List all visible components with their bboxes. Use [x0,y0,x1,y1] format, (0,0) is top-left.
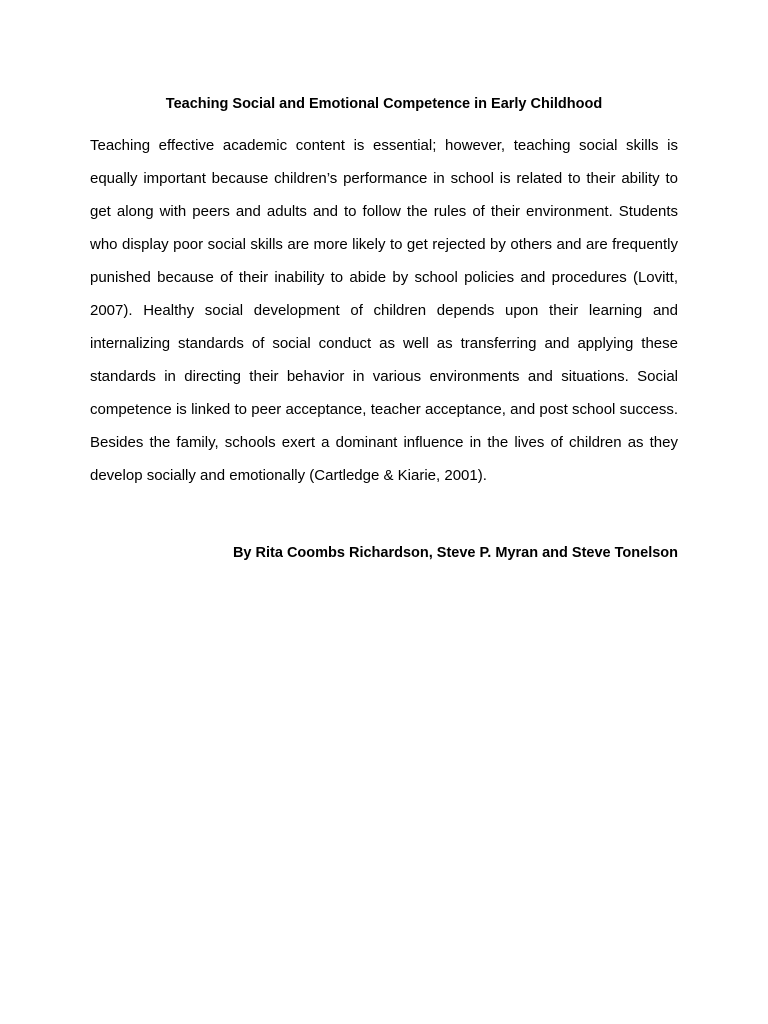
document-title: Teaching Social and Emotional Competence in Early Childhood [165,96,603,112]
author-byline: By Rita Coombs Richardson, Steve P. Myran and Steve Tonelson [232,545,678,561]
body-paragraph: Teaching effective academic content is essential; however, teaching social skills is equally important because children’s performance in school is related to their ability to get along with peers and adults and to follow the rules of their environment. Students who display poor social skills are more likely to get rejected by others and are frequently punished because of their inability to abide by school policies and procedures (Lovitt, 2007). Healthy social development of children depends upon their learning and internalizing standards of social conduct as well as transferring and applying these standards in directing their behavior in various environments and situations. Social competence is linked to peer acceptance, teacher acceptance, and post school success. Besides the family, schools exert a dominant influence in the lives of children as they develop socially and emotionally (Cartledge & Kiarie, 2001). [90,137,678,484]
